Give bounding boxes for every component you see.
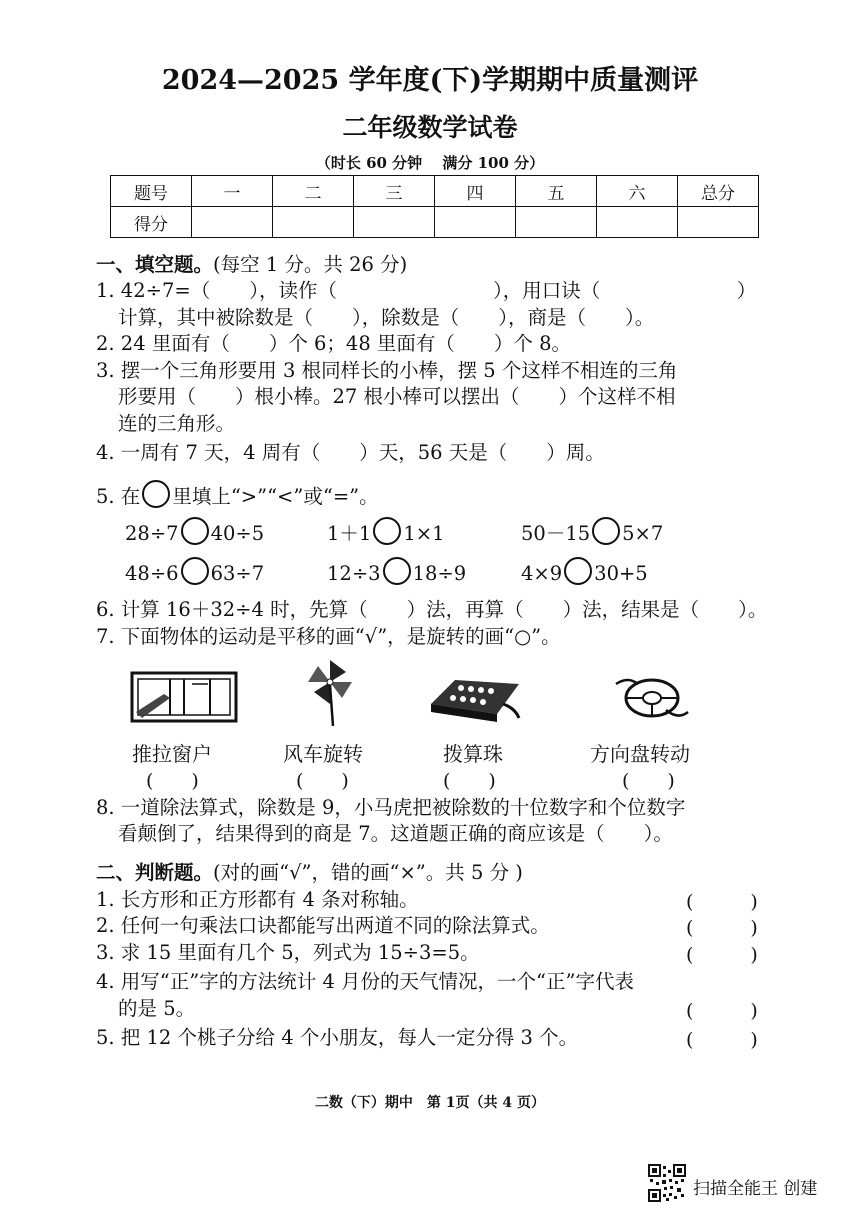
score-table-header-cell: 二 [273,176,354,207]
watermark-text: 扫描全能王 创建 [693,1179,818,1199]
score-table-header-cell: 题号 [111,176,192,207]
pinwheel-icon [300,658,362,728]
picture-label: 拨算珠 [443,742,503,766]
section2-note: (对的画“√”，错的画“×”。共 5 分 ) [213,861,523,884]
score-cell[interactable] [192,207,273,238]
compare-right: 18÷9 [412,562,467,585]
judge-item-3: 3. 求 15 里面有几个 5，列式为 15÷3=5。 [96,941,480,964]
score-table-header-cell: 总分 [678,176,759,207]
question-6: 6. 计算 16＋32÷4 时，先算（ ）法，再算（ ）法，结果是（ ）。 [96,598,768,621]
picture-label: 风车旋转 [283,742,363,766]
score-table-header-row [111,176,759,207]
score-table-header-cell: 四 [435,176,516,207]
section1-title: 一、填空题。 [96,253,214,276]
question-4: 4. 一周有 7 天，4 周有（ ）天，56 天是（ ）周。 [96,441,605,464]
compare-right: 1×1 [403,522,445,545]
steering-wheel-icon [612,670,692,726]
score-table-header-cell: 一 [192,176,273,207]
compare-right: 63÷7 [210,562,265,585]
exam-meta: （时长 60 分钟 满分 100 分） [315,154,545,172]
score-cell[interactable] [435,207,516,238]
abacus-icon [425,674,525,726]
score-cell[interactable] [354,207,435,238]
compare-circle[interactable] [373,517,401,545]
judge-item-2: 2. 任何一句乘法口诀都能写出两道不同的除法算式。 [96,914,550,937]
picture-answer[interactable]: ( ) [443,770,496,792]
compare-circle[interactable] [592,517,620,545]
score-cell[interactable] [678,207,759,238]
question-1-line-a: 1. 42÷7=（ ），读作（ ），用口诀（ ） [96,279,757,302]
judge-answer-3[interactable]: ( ) [686,944,758,966]
question-8-line-a: 8. 一道除法算式，除数是 9，小马虎把被除数的十位数字和个位数字 [96,796,686,819]
compare-circle[interactable] [181,557,209,585]
compare-left: 28÷7 [125,522,179,545]
sliding-window-icon [130,670,240,726]
compare-right: 40÷5 [210,522,265,545]
picture-label: 方向盘转动 [590,742,690,766]
score-cell[interactable] [273,207,354,238]
picture-answer[interactable]: ( ) [622,770,675,792]
compare-right: 5×7 [622,522,664,545]
compare-right: 30+5 [594,562,648,585]
section1-note: (每空 1 分。共 26 分) [213,253,408,276]
question-3-line-a: 3. 摆一个三角形要用 3 根同样长的小棒，摆 5 个这样不相连的三角 [96,359,678,382]
section2-title: 二、判断题。 [96,861,214,884]
compare-item [521,557,648,587]
compare-circle[interactable] [181,517,209,545]
judge-answer-5[interactable]: ( ) [686,1029,758,1051]
judge-answer-1[interactable]: ( ) [686,891,758,913]
exam-subtitle: 二年级数学试卷 [342,113,518,142]
score-table [110,175,759,238]
question-5-post: 里填上“>”“<”或“=”。 [172,485,379,508]
score-row-label: 得分 [111,207,192,238]
judge-item-1: 1. 长方形和正方形都有 4 条对称轴。 [96,888,419,911]
question-8-line-b: 看颠倒了，结果得到的商是 7。这道题正确的商应该是（ ）。 [118,822,673,845]
score-cell[interactable] [516,207,597,238]
question-3-line-b: 形要用（ ）根小棒。27 根小棒可以摆出（ ）个这样不相 [118,385,676,408]
compare-left: 1＋1 [327,522,372,545]
circle-icon [142,480,170,508]
qr-code-icon [648,1164,686,1202]
compare-left: 4×9 [521,562,563,585]
question-2: 2. 24 里面有（ ）个 6；48 里面有（ ）个 8。 [96,332,572,355]
question-7: 7. 下面物体的运动是平移的画“√”，是旋转的画“○”。 [96,625,561,648]
judge-item-4-line-b: 的是 5。 [118,997,196,1020]
picture-answer[interactable]: ( ) [146,770,199,792]
score-table-header-cell: 三 [354,176,435,207]
judge-answer-2[interactable]: ( ) [686,917,758,939]
score-table-score-row [111,207,759,238]
question-5 [96,480,379,510]
compare-circle[interactable] [564,557,592,585]
compare-item [327,517,444,547]
picture-label: 推拉窗户 [132,742,212,766]
section1-heading [96,252,407,278]
exam-title: 2024—2025 学年度(下)学期期中质量测评 [161,65,699,96]
score-table-header-cell: 五 [516,176,597,207]
question-1-line-b: 计算，其中被除数是（ ），除数是（ ），商是（ ）。 [118,306,655,329]
page-footer: 二数（下）期中 第 1页（共 4 页） [314,1095,546,1111]
compare-item [125,517,264,547]
judge-item-5: 5. 把 12 个桃子分给 4 个小朋友，每人一定分得 3 个。 [96,1026,579,1049]
question-3-line-c: 连的三角形。 [118,412,236,435]
picture-answer[interactable]: ( ) [296,770,349,792]
compare-left: 48÷6 [125,562,179,585]
compare-circle[interactable] [383,557,411,585]
judge-answer-4[interactable]: ( ) [686,1000,758,1022]
score-cell[interactable] [597,207,678,238]
section2-heading [96,860,523,886]
compare-item [521,517,663,547]
compare-left: 50－15 [521,522,591,545]
compare-item [125,557,264,587]
compare-item [327,557,466,587]
question-5-pre: 5. 在 [96,485,141,508]
judge-item-4-line-a: 4. 用写“正”字的方法统计 4 月份的天气情况，一个“正”字代表 [96,970,634,993]
score-table-header-cell: 六 [597,176,678,207]
compare-left: 12÷3 [327,562,381,585]
